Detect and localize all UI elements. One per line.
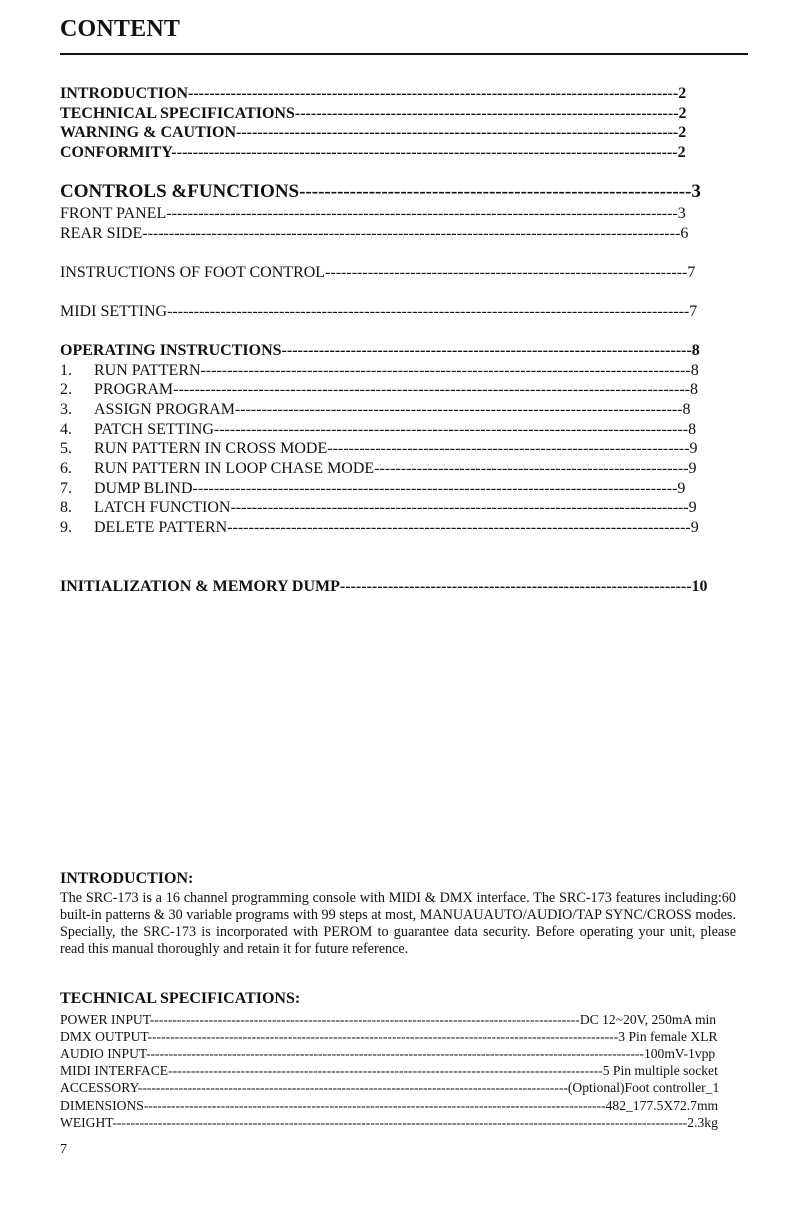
toc-entry-delete-pattern[interactable] — [60, 518, 700, 538]
introduction-heading: INTRODUCTION: — [60, 870, 194, 887]
toc-entry-program[interactable] — [60, 380, 700, 400]
spec-value: 5 Pin multiple socket — [602, 1063, 718, 1078]
toc-page: 2 — [677, 144, 686, 161]
toc-entry-warning-caution[interactable] — [60, 123, 690, 143]
toc-label: FRONT PANEL — [60, 205, 167, 222]
toc-page: 9 — [689, 440, 698, 457]
dot-leader: ----------------------------------------------------------------------------------------------- — [149, 1012, 580, 1027]
dot-leader: ----------------------------------------------------------------------------- — [281, 342, 692, 359]
toc-entry-conformity[interactable] — [60, 143, 690, 163]
toc-entry-latch-function[interactable] — [60, 498, 700, 518]
dot-leader: -------------------------------------------------------------------------------------- — [230, 499, 689, 516]
toc-label: OPERATING INSTRUCTIONS — [60, 342, 282, 359]
toc-page: 9 — [688, 460, 697, 477]
toc-label: LATCH FUNCTION — [94, 499, 231, 516]
spec-row-dimensions — [60, 1097, 718, 1115]
dot-leader: ------------------------------------------------------------------------------------------------------ — [143, 1098, 606, 1113]
toc-entry-introduction[interactable] — [60, 84, 690, 104]
toc-label: DELETE PATTERN — [94, 519, 228, 536]
toc-page: 3 — [691, 181, 701, 202]
toc-label: RUN PATTERN IN LOOP CHASE MODE — [94, 460, 375, 477]
dot-leader: ------------------------------------------------------------------------------------------------ — [168, 1063, 603, 1078]
toc-label: INSTRUCTIONS OF FOOT CONTROL — [60, 264, 326, 281]
toc-page: 9 — [677, 480, 686, 497]
toc-entry-initialization[interactable] — [60, 577, 708, 597]
toc-entry-dump-blind[interactable] — [60, 479, 690, 499]
dot-leader: -------------------------------------------------------------- — [299, 181, 692, 202]
spec-label: ACCESSORY — [60, 1080, 138, 1095]
toc-label: INITIALIZATION & MEMORY DUMP — [60, 578, 340, 595]
toc-number: 7. — [60, 480, 72, 497]
toc-page: 8 — [689, 381, 698, 398]
toc-entry-midi-setting[interactable] — [60, 302, 699, 322]
toc-page: 8 — [682, 401, 690, 418]
page-title: CONTENT — [60, 16, 181, 42]
toc-entry-front-panel[interactable] — [60, 204, 690, 224]
toc-label: WARNING & CAUTION — [60, 124, 237, 141]
dot-leader: ------------------------------------------------------------------------------------ — [234, 401, 683, 418]
spec-label: AUDIO INPUT — [60, 1046, 146, 1061]
dot-leader: ------------------------------------------------------------------------ — [294, 105, 679, 122]
toc-entry-operating-instructions[interactable] — [60, 341, 700, 361]
dot-leader: ----------------------------------------------------------------------------------------------- — [171, 144, 678, 161]
toc-page: 9 — [690, 519, 699, 536]
toc-number: 4. — [60, 421, 72, 438]
toc-entry-foot-control[interactable] — [60, 263, 699, 283]
spec-row-accessory — [60, 1079, 720, 1097]
toc-number: 8. — [60, 499, 72, 516]
dot-leader: -------------------------------------------------------------------- — [325, 264, 688, 281]
dot-leader: --------------------------------------------------------------------------------------- — [227, 519, 691, 536]
dot-leader: ----------------------------------------------------------------------------------- — [236, 124, 679, 141]
spec-value: (Optional)Foot controller_1 — [567, 1080, 720, 1095]
page-number: 7 — [60, 1142, 67, 1157]
toc-page: 2 — [678, 124, 687, 141]
spec-row-midi-interface — [60, 1062, 720, 1080]
toc-label: RUN PATTERN — [94, 362, 201, 379]
toc-entry-run-pattern[interactable] — [60, 361, 700, 381]
spec-row-power-input — [60, 1011, 720, 1029]
toc-label: PATCH SETTING — [94, 421, 214, 438]
dot-leader: ------------------------------------------------------------------ — [339, 578, 692, 595]
toc-page: 8 — [688, 421, 697, 438]
spec-label: MIDI INTERFACE — [60, 1063, 169, 1078]
dot-leader: -------------------------------------------------------------------------------------------------------------- — [145, 1046, 644, 1061]
dot-leader: ------------------------------------------------------------------------------------------------- — [173, 381, 690, 398]
dot-leader: -------------------------------------------------------------------------------------------------------- — [147, 1029, 619, 1044]
toc-label: PROGRAM — [94, 381, 174, 398]
spec-label: DMX OUTPUT — [60, 1029, 148, 1044]
dot-leader: ----------------------------------------------------------- — [374, 460, 689, 477]
toc-page: 8 — [690, 362, 699, 379]
dot-leader: -------------------------------------------------------------------- — [327, 440, 690, 457]
dot-leader: ----------------------------------------------------------------------------------------- — [213, 421, 689, 438]
spec-label: POWER INPUT — [60, 1012, 150, 1027]
spec-label: WEIGHT — [60, 1115, 113, 1130]
toc-label: MIDI SETTING — [60, 303, 168, 320]
toc-label: REAR SIDE — [60, 225, 143, 242]
spec-row-dmx-output — [60, 1028, 720, 1046]
toc-page: 2 — [678, 85, 687, 102]
spec-value: 3 Pin female XLR — [618, 1029, 718, 1044]
toc-label: ASSIGN PROGRAM — [94, 401, 235, 418]
toc-number: 3. — [60, 401, 72, 418]
toc-number: 9. — [60, 519, 72, 536]
toc-page: 8 — [691, 342, 700, 359]
spec-value: DC 12~20V, 250mA min — [579, 1012, 717, 1027]
dot-leader: -------------------------------------------------------------------------------------------- — [188, 85, 679, 102]
spec-row-audio-input — [60, 1045, 718, 1063]
dot-leader: ----------------------------------------------------------------------------------------------- — [137, 1080, 568, 1095]
toc-number: 5. — [60, 440, 72, 457]
spec-label: DIMENSIONS — [60, 1098, 144, 1113]
toc-label: INTRODUCTION — [60, 85, 189, 102]
toc-entry-loop-chase-mode[interactable] — [60, 459, 700, 479]
dot-leader: ------------------------------------------------------------------------------------------------ — [166, 205, 678, 222]
toc-entry-rear-side[interactable] — [60, 224, 693, 244]
toc-number: 6. — [60, 460, 72, 477]
toc-page: 9 — [688, 499, 697, 516]
dot-leader: ------------------------------------------------------------------------------------------------------------------------------- — [112, 1115, 688, 1130]
spec-value: 2.3kg — [687, 1115, 718, 1130]
toc-number: 2. — [60, 381, 72, 398]
spec-value: 100mV-1vpp — [643, 1046, 716, 1061]
dot-leader: ----------------------------------------------------------------------------------------------------- — [142, 225, 681, 242]
toc-number: 1. — [60, 362, 72, 379]
introduction-text: The SRC-173 is a 16 channel programming console with MIDI & DMX interface. The SRC-173 features including:60 built-in patterns & 30 variable programs with 99 steps at most, MANUAUAUTO/AUDIO/TAP SYNC/CROSS modes. Specially, the SRC-173 is incorporated with PEROM to guarantee data security. Before operating your unit, please read this manual thoroughly and retain it for future reference. — [60, 890, 736, 957]
toc-label: CONTROLS &FUNCTIONS — [60, 181, 300, 202]
specifications-heading: TECHNICAL SPECIFICATIONS: — [60, 990, 301, 1007]
toc-entry-technical-specifications[interactable] — [60, 104, 690, 124]
toc-label: TECHNICAL SPECIFICATIONS — [60, 105, 295, 122]
toc-page: 2 — [678, 105, 687, 122]
title-divider — [60, 53, 748, 55]
toc-entry-assign-program[interactable] — [60, 400, 690, 420]
toc-page: 6 — [680, 225, 689, 242]
toc-label: RUN PATTERN IN CROSS MODE — [94, 440, 328, 457]
toc-page: 7 — [687, 264, 696, 281]
toc-page: 10 — [691, 578, 708, 595]
dot-leader: ------------------------------------------------------------------------------------------- — [192, 480, 678, 497]
spec-row-weight — [60, 1114, 721, 1132]
toc-entry-cross-mode[interactable] — [60, 439, 700, 459]
toc-entry-patch-setting[interactable] — [60, 420, 699, 440]
toc-page: 3 — [677, 205, 686, 222]
toc-label: DUMP BLIND — [94, 480, 193, 497]
spec-value: 482_177.5X72.7mm — [605, 1098, 718, 1113]
toc-label: CONFORMITY — [60, 144, 172, 161]
toc-page: 7 — [689, 303, 698, 320]
dot-leader: -------------------------------------------------------------------------------------------- — [200, 362, 691, 379]
dot-leader: -------------------------------------------------------------------------------------------------- — [167, 303, 690, 320]
toc-entry-controls-functions[interactable] — [60, 181, 706, 203]
